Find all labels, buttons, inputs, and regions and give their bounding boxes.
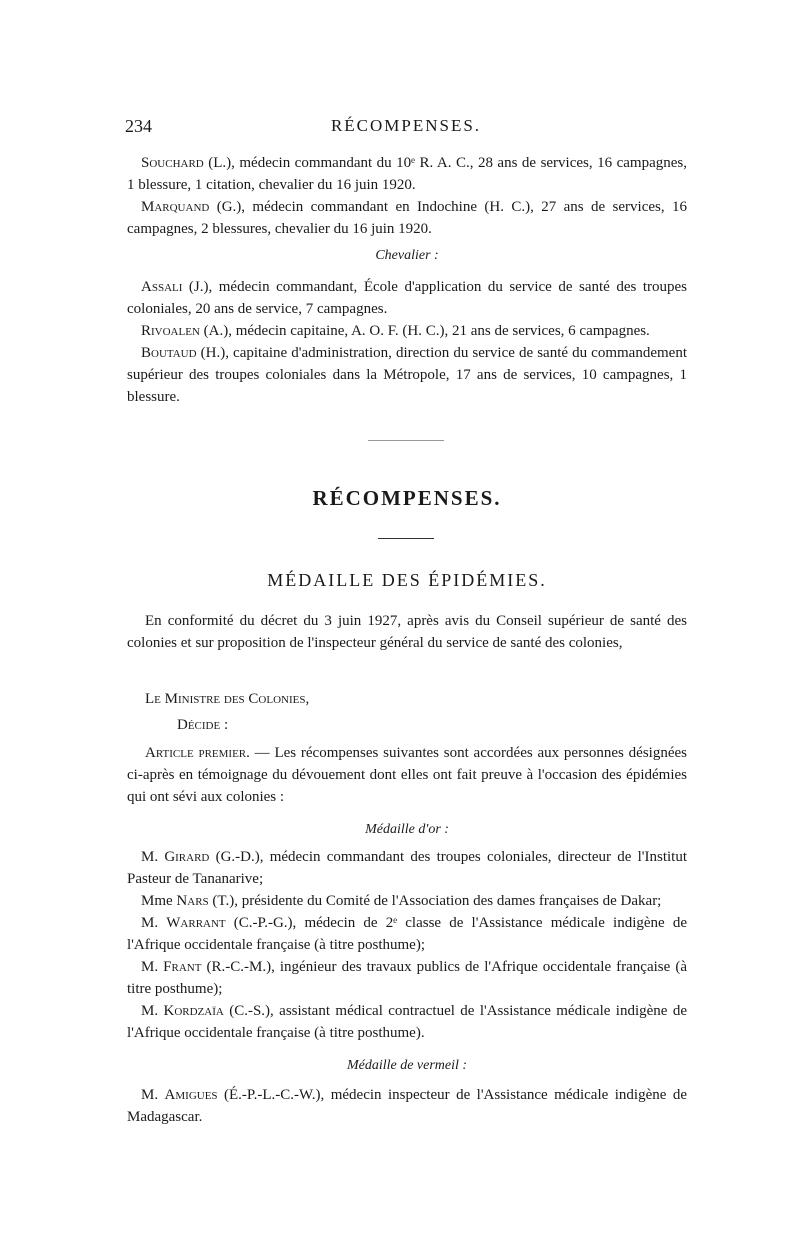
subsection-title: MÉDAILLE DES ÉPIDÉMIES.: [267, 570, 547, 590]
list-item: [127, 1000, 687, 1044]
entry-text: (J.), médecin commandant, École d'application du service de santé des troupes coloniales, 20 ans de service, 7 campagnes.: [127, 279, 687, 317]
article-label: Article premier.: [145, 745, 250, 761]
top-entries: [127, 152, 687, 240]
article-paragraph: [127, 742, 687, 808]
chevalier-heading: Chevalier :: [375, 248, 439, 263]
article-text: [127, 742, 687, 808]
honorific: M.: [141, 849, 165, 865]
minister-text: Le Ministre des Colonies,: [145, 691, 310, 707]
honorific: M.: [141, 959, 164, 975]
person-name: Rivoalen: [141, 323, 200, 339]
running-title: RÉCOMPENSES.: [330, 116, 482, 135]
person-name: Warrant: [166, 915, 226, 931]
page-number: 234: [125, 116, 152, 136]
entry-text: (C.-S.), assistant médical contractuel de l'Assistance médicale indigène de l'Afrique occidentale française (à titre posthume).: [127, 1003, 687, 1041]
honorific: Mme: [141, 893, 177, 909]
medaille-vermeil-entries: [127, 1084, 687, 1128]
person-name: Frant: [163, 959, 202, 975]
entry-text: (L.), médecin commandant du 10ᵉ R. A. C., 28 ans de services, 16 campagnes, 1 blessure, 1 citation, chevalier du 16 juin 1920.: [127, 155, 687, 193]
list-item: [127, 846, 687, 890]
list-item: [127, 276, 687, 320]
list-item: [127, 196, 687, 240]
honorific: M.: [141, 1003, 164, 1019]
minister-line: [145, 688, 685, 710]
person-name: Girard: [164, 849, 210, 865]
entry-text: (T.), présidente du Comité de l'Association des dames françaises de Dakar;: [208, 893, 662, 909]
person-name: Boutaud: [141, 345, 197, 361]
entry-text: (C.-P.-G.), médecin de 2ᵉ classe de l'Assistance médicale indigène de l'Afrique occidentale française (à titre posthume);: [127, 915, 687, 953]
entry-text: (R.-C.-M.), ingénieur des travaux publics de l'Afrique occidentale française (à titre posthume);: [127, 959, 687, 997]
list-item: [127, 912, 687, 956]
entry-text: (H.), capitaine d'administration, direction du service de santé du commandement supérieur des troupes coloniales dans la Métropole, 17 ans de services, 10 campagnes, 1 blessure.: [127, 345, 687, 405]
list-item: [127, 956, 687, 1000]
decide-text: Décide :: [177, 717, 229, 733]
medaille-vermeil-heading: Médaille de vermeil :: [346, 1058, 468, 1073]
person-name: Amigues: [164, 1087, 218, 1103]
entry-text: (É.-P.-L.-C.-W.), médecin inspecteur de l'Assistance médicale indigène de Madagascar.: [127, 1087, 687, 1125]
person-name: Assali: [141, 279, 183, 295]
chevalier-entries: [127, 276, 687, 408]
entry-text: (A.), médecin capitaine, A. O. F. (H. C.), 21 ans de services, 6 campagnes.: [199, 323, 650, 339]
medaille-or-heading: Médaille d'or :: [365, 822, 449, 837]
running-head: [125, 116, 687, 138]
entry-text: (G.-D.), médecin commandant des troupes coloniales, directeur de l'Institut Pasteur de Tananarive;: [127, 849, 688, 887]
person-name: Souchard: [141, 155, 204, 171]
separator-dash: [368, 440, 444, 441]
medaille-or-entries: [127, 846, 687, 1044]
person-name: Kordzaïa: [163, 1003, 224, 1019]
intro-paragraph: [127, 610, 687, 654]
list-item: [127, 152, 687, 196]
intro-text: En conformité du décret du 3 juin 1927, après avis du Conseil supérieur de santé des colonies et sur proposition de l'inspecteur général du service de santé des colonies,: [127, 613, 687, 651]
title-rule: [378, 538, 434, 539]
article-body: — Les récompenses suivantes sont accordées aux personnes désignées ci-après en témoignage du dévouement dont elles ont fait preuve à l'occasion des épidémies qui ont sévi aux colonies :: [127, 745, 687, 805]
person-name: Marquand: [141, 199, 210, 215]
honorific: M.: [141, 1087, 165, 1103]
section-title: RÉCOMPENSES.: [312, 486, 502, 510]
list-item: [127, 1084, 687, 1128]
decide-line: [177, 714, 677, 736]
list-item: [127, 320, 687, 342]
list-item: [127, 890, 687, 912]
list-item: [127, 342, 687, 408]
entry-text: (G.), médecin commandant en Indochine (H. C.), 27 ans de services, 16 campagnes, 2 blessures, chevalier du 16 juin 1920.: [127, 199, 687, 237]
honorific: M.: [141, 915, 167, 931]
person-name: Nars: [176, 893, 209, 909]
